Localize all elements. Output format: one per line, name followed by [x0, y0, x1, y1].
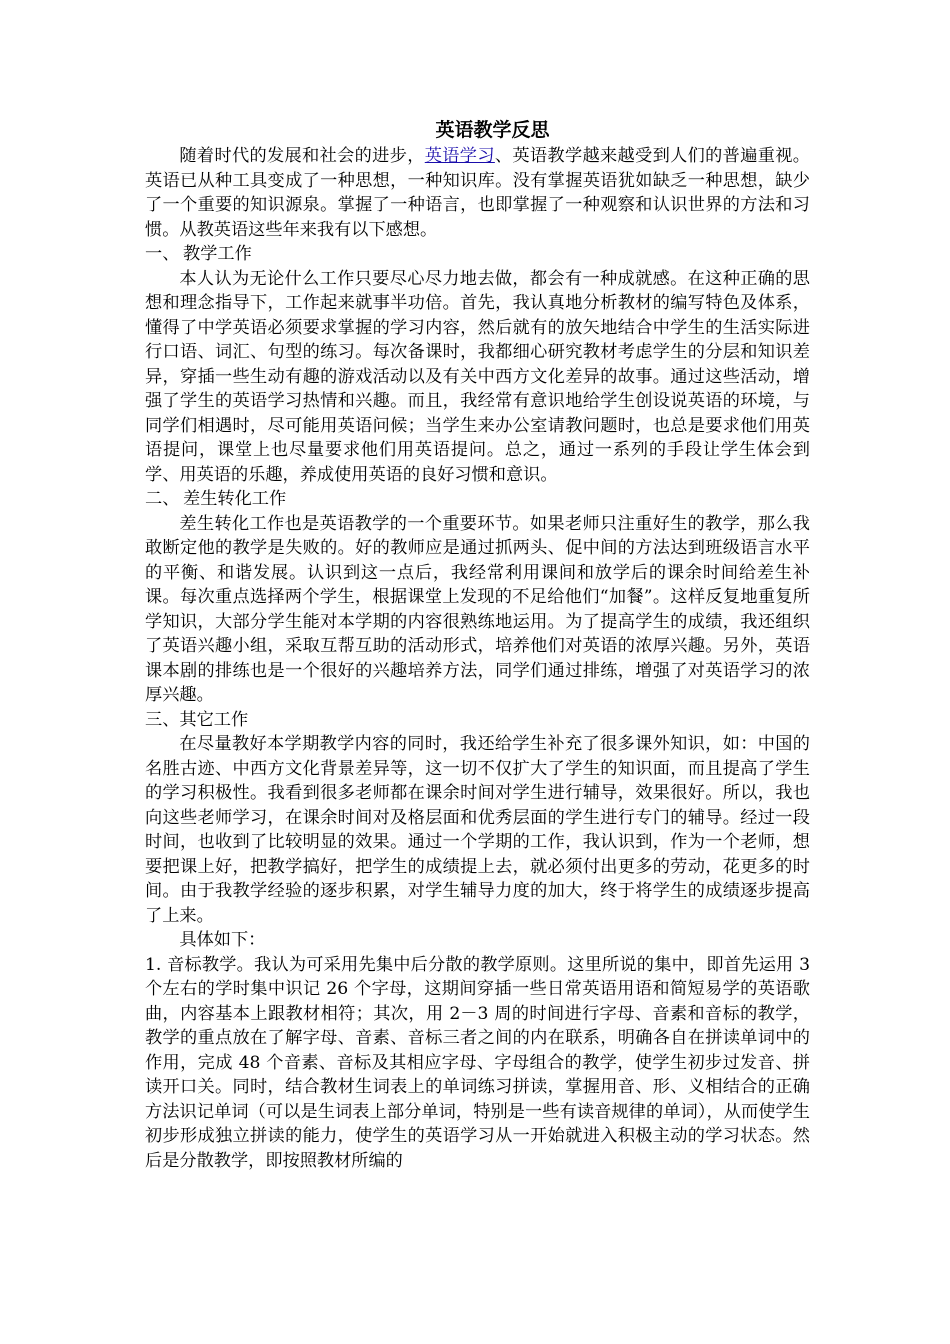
- section-number-2: 二、: [145, 489, 180, 509]
- section-title-2: 差生转化工作: [183, 489, 287, 509]
- section-number-1: 一、: [145, 244, 180, 264]
- section-body-teaching: 本人认为无论什么工作只要尽心尽力地去做，都会有一种成就感。在这种正确的思想和理念指导下，工作起来就事半功倍。首先，我认真地分析教材的编写特色及体系，懂得了中学英语必须要求掌握的学习内容，然后就有的放矢地结合中学生的生活实际进行口语、词汇、句型的练习。每次备课时，我都细心研究教材考虑学生的分层和知识差异，穿插一些生动有趣的游戏活动以及有关中西方文化差异的故事。通过这些活动，增强了学生的英语学习热情和兴趣。而且，我经常有意识地给学生创设说英语的环境，与同学们相遇时，尽可能用英语问候；当学生来办公室请教问题时，也总是要求他们用英语提问，课堂上也尽量要求他们用英语提问。总之，通过一系列的手段让学生体会到学、用英语的乐趣，养成使用英语的良好习惯和意识。: [145, 268, 810, 485]
- section-body-weak-students: 差生转化工作也是英语教学的一个重要环节。如果老师只注重好生的教学，那么我敢断定他的教学是失败的。好的教师应是通过抓两头、促中间的方法达到班级语言水平的平衡、和谐发展。认识到这一点后，我经常利用课间和放学后的课余时间给差生补课。每次重点选择两个学生，根据课堂上发现的不足给他们“加餐”。这样反复地重复所学知识，大部分学生能对本学期的内容很熟练地运用。为了提高学生的成绩，我还组织了英语兴趣小组，采取互帮互助的活动形式，培养他们对英语的浓厚兴趣。另外，英语课本剧的排练也是一个很好的兴趣培养方法，同学们通过排练，增强了对英语学习的浓厚兴趣。: [145, 513, 810, 705]
- section-heading-other-work: 三、其它工作: [145, 709, 249, 730]
- document-page: [145, 118, 810, 1173]
- document-title: 英语教学反思: [435, 119, 550, 141]
- intro-text-rest: 、英语教学越来越受到人们的普遍重视。英语已从种工具变成了一种思想，一种知识库。没有掌握英语犹如缺乏一种思想，缺少了一个重要的知识源泉。掌握了一种语言，也即掌握了一种观察和认识世界的方法和习惯。从教英语这些年来我有以下感想。: [145, 146, 810, 240]
- english-learning-link[interactable]: 英语学习: [424, 146, 495, 166]
- section-heading-teaching: [145, 242, 810, 267]
- specifics-intro: 具体如下：: [179, 930, 266, 950]
- section-heading-weak-students: [145, 487, 810, 512]
- list-item-phonetics: 1. 音标教学。我认为可采用先集中后分散的教学原则。这里所说的集中，即首先运用 3 个左右的学时集中识记 26 个字母，这期间穿插一些日常英语用语和简短易学的英语歌曲，内容基本上跟教材相符；其次，用 2－3 周的时间进行字母、音素和音标的教学，教学的重点放在了解字母、音素、音标三者之间的内在联系，明确各自在拼读单词中的作用，完成 48 个音素、音标及其相应字母、字母组合的教学，使学生初步过发音、拼读开口关。同时，结合教材生词表上的单词练习拼读，掌握用音、形、义相结合的正确方法识记单词（可以是生词表上部分单词，特别是一些有读音规律的单词），从而使学生初步形成独立拼读的能力，使学生的英语学习从一开始就进入积极主动的学习状态。然后是分散教学，即按照教材所编的: [145, 954, 810, 1171]
- intro-text-start: 随着时代的发展和社会的进步，: [179, 146, 425, 166]
- intro-paragraph: [145, 144, 810, 242]
- section-title-1: 教学工作: [183, 244, 252, 264]
- section-body-other-work: 在尽量教好本学期教学内容的同时，我还给学生补充了很多课外知识，如：中国的名胜古迹、中西方文化背景差异等，这一切不仅扩大了学生的知识面，而且提高了学生的学习积极性。我看到很多老师都在课余时间对学生进行辅导，效果很好。所以，我也向这些老师学习，在课余时间对及格层面和优秀层面的学生进行专门的辅导。经过一段时间，也收到了比较明显的效果。通过一个学期的工作，我认识到，作为一个老师，想要把课上好，把教学搞好，把学生的成绩提上去，就必须付出更多的劳动，花更多的时间。由于我教学经验的逐步积累，对学生辅导力度的加大，终于将学生的成绩逐步提高了上来。: [145, 734, 810, 926]
